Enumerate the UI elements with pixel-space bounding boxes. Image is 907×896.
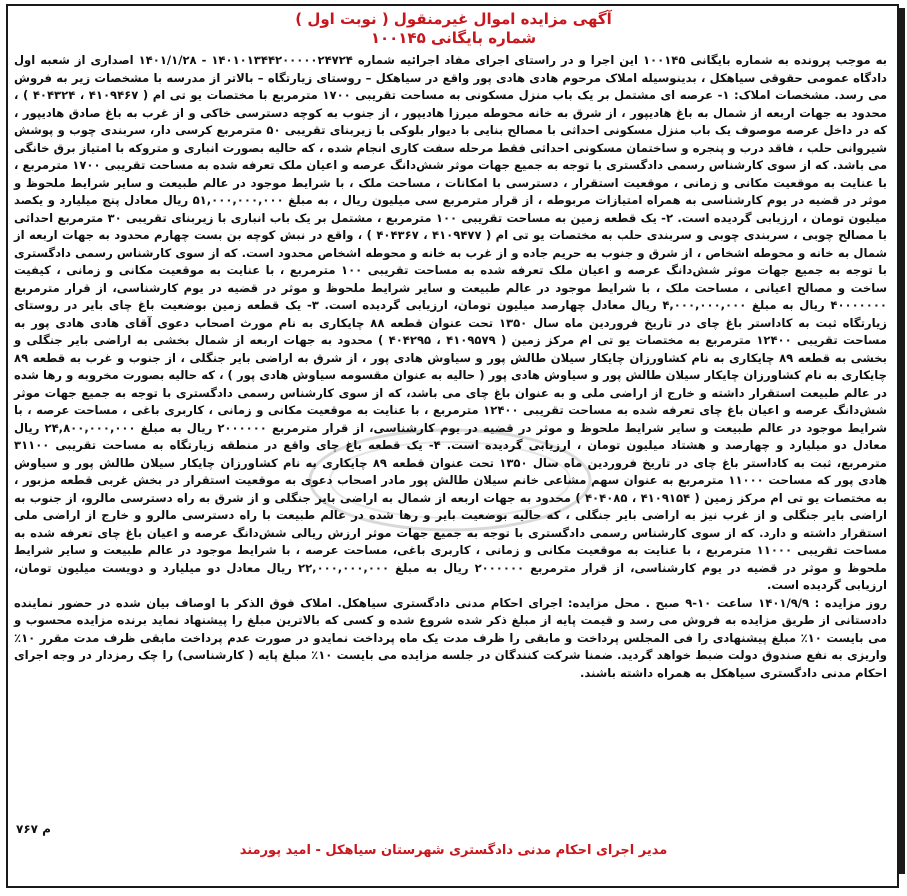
auction-terms: روز مزایده : ۱۴۰۱/۹/۹ ساعت ۱۰-۹ صبح . محل مزایده: اجرای احکام مدنی دادگستری سیاهکل. املاک فوق الذکر با اوصاف بیان شده در حضور نماینده دادستانی از طریق مزایده به فروش می رسد و قیمت پایه از مبلغ ذکر شده شروع شده و کسی که بالاترین مبلغ را پیشنهاد نماید برنده مزایده محسوب و می بایست ۱۰٪ مبلغ پیشنهادی را فی المجلس پرداخت و مابقی را ظرف مدت یک ماه پرداخت نمایدو در صورت عدم پرداخت مابقی ظرف مدت مقرر ۱۰٪ واریزی به نفع صندوق دولت ضبط خواهد گردید. ضمنا شرکت کنندگان در جلسه مزایده می بایست ۱۰٪ مبلغ پایه ( کارشناسی) را چک رمزدار در وجه اجرای احکام مدنی دادگستری سیاهکل به همراه داشته باشند. xyxy=(14,595,887,680)
case-number: شماره بایگانی ۱۰۰۱۴۵ xyxy=(370,29,537,47)
notice-header xyxy=(20,10,887,48)
property-description: به موجب پرونده به شماره بایگانی ۱۰۰۱۴۵ این اجرا و در راستای اجرای مفاد اجرائیه شماره ۱۴۰۱۰۱۳۴۴۲۰۰۰۰۰۲۴۷۲۴ - ۱۴۰۱/۱/۲۸ اصداری از شعبه اول دادگاه عمومی حقوقی سیاهکل ، بدینوسیله املاک مرحوم هادی هادی پور واقع در سیاهکل – روستای زیارتگاه – بالاتر از مدرسه با مشخصات زیر به فروش می رسد. مشخصات املاک: ۱- عرصه ای مشتمل بر یک باب منزل مسکونی به مساحت تقریبی ۱۷۰۰ مترمربع با مختصات یو تی ام ( ۴۱۰۹۴۶۷ ، ۴۰۴۳۲۴ ) ، محدود به جهات اربعه از شمال به باغ هادیپور ، از شرق به خانه محوطه میرزا هادیپور ، از جنوب به کوچه دسترسی خاکی و از غرب به باغ صادق هادیپور ، که در داخل عرصه موصوف یک باب منزل مسکونی احداثی با مصالح بنایی با دیوار بلوکی با زیربنای تقریبی ۵۰ مترمربع کرسی دار، سربندی چوب و پوشش شیروانی حلب ، فاقد درب و پنجره و ساختمان مسکونی احداثی فقط مرحله سفت کاری انجام شده ، که حالیه بصورت انباری و متروکه با امتیاز برق خانگی می باشد. که از سوی کارشناس رسمی دادگستری با توجه به جمیع جهات موثر شش‌دانگ عرصه و اعیان ملک تعرفه شده به مساحت تقریبی ۱۷۰۰ مترمربع ، با عنایت به موقعیت مکانی و زمانی ، موقعیت استقرار ، دسترسی با امکانات ، مساحت ملک ، با شرایط موجود در عالم طبیعت و سایر شرایط ملحوظ و موثر در قضیه در یوم کارشناسی به همراه امتیازات مربوطه ، از قرار مترمربع سی میلیون ریال ، به مبلغ ۵۱,۰۰۰,۰۰۰,۰۰۰ ریال معادل پنج میلیارد و یکصد میلیون تومان ، ارزیابی گردیده است. ۲- یک قطعه زمین به مساحت تقریبی ۱۰۰ مترمربع ، مشتمل بر یک باب انباری با زیربنای تقریبی ۳۰ مترمربع احداثی با مصالح چوبی ، سربندی چوبی و سربندی حلب به مختصات یو تی ام ( ۴۱۰۹۴۷۷ ، ۴۰۴۳۶۷ ) ، واقع در نبش کوچه بن بست چهارم محدود به جهات اربعه از شمال به خانه و محوطه اشخاص ، از شرق و جنوب به حریم جاده و از غرب به خانه و محوطه اشخاص محدود است. که از سوی کارشناس رسمی دادگستری با توجه به جمیع جهات موثر شش‌دانگ عرصه و اعیان ملک تعرفه شده به مساحت تقریبی ۱۰۰ مترمربع ، با عنایت به موقعیت مکانی و زمانی ، کیفیت ساخت و مصالح اعیانی ، مساحت ملک ، با شرایط موجود در عالم طبیعت و سایر شرایط ملحوظ و موثر در قضیه در یوم کارشناسی، از قرار مترمربع ۴۰۰۰۰۰۰۰ ریال به مبلغ ۴,۰۰۰,۰۰۰,۰۰۰ ریال معادل چهارصد میلیون تومان، ارزیابی گردیده است. ۳- یک قطعه زمین بوضعیت باغ چای بایر در روستای زیارتگاه ثبت به کاداستر باغ چای در تاریخ فروردین ماه سال ۱۳۵۰ تحت عنوان قطعه ۸۸ چایکاری به نام مورث اصحاب دعوی آقای هادی هادی پور به مساحت تقریبی ۱۲۴۰۰ مترمربع به مختصات یو تی ام مرکز زمین ( ۴۱۰۹۵۷۹ ، ۴۰۴۲۹۵ ) محدود به جهات اربعه از شمال بخشی به اراضی بایر جنگلی و بخشی به قطعه ۸۹ چایکاری به نام کشاورزان چایکار سیلان طالش پور و سیاوش هادی پور ، از شرق به اراضی بایر جنگلی ، از جنوب و غرب به قطعه ۸۹ چایکاری به نام کشاورزان چایکار سیلان طالش پور و سیاوش هادی پور ( حالیه به عنوان مقسومه سیاوش هادی پور ) ، که حالیه بصورت مخروبه و رها شده در عالم طبیعت استقرار داشته و خارج از اراضی ملی و به عنوان باغ چای می باشد، که از سوی کارشناس رسمی دادگستری با توجه به جمیع جهات موثر شش‌دانگ عرصه و اعیان باغ چای تعرفه شده به مساحت تقریبی ۱۲۴۰۰ مترمربع ، با عنایت به موقعیت مکانی و زمانی ، کاربری باغی ، مساحت عرصه ، با شرایط موجود در عالم طبیعت و سایر شرایط ملحوظ و موثر در قضیه در یوم کارشناسی، از قرار مترمربع ۲۰۰۰۰۰۰ ریال به مبلغ ۲۴,۸۰۰,۰۰۰,۰۰۰ ریال معادل دو میلیارد و چهارصد و هشتاد میلیون تومان ، ارزیابی گردیده است. ۴- یک قطعه باغ چای واقع در منطقه زیارتگاه به مساحت تقریبی ۳۱۱۰۰ مترمربع، ثبت به کاداستر باغ چای در تاریخ فروردین ماه سال ۱۳۵۰ تحت عنوان قطعه ۸۹ چایکاری به نام کشاورزان چایکار سیلان طالش پور و سیاوش هادی پور که مساحت ۱۱۰۰۰ مترمربع به عنوان سهم مشاعی خانم سیلان طالش پور مادر اصحاب دعوی به موقعیت استقرار در بخش غربی قطعه مزبور ، به مختصات یو تی ام مرکز زمین ( ۴۱۰۹۱۵۴ ، ۴۰۴۰۸۵ ) محدود به جهات اربعه از شمال به اراضی بایر جنگلی و از شرق به راه دسترسی مالرو، از جنوب به اراضی بایر جنگلی و از غرب نیز به اراضی بایر جنگلی ، که حالیه بوضعیت بایر و رها شده در عالم طبیعت با راه دسترسی مالرو و خارج از اراضی ملی استقرار داشته و دارد. که از سوی کارشناس رسمی دادگستری با توجه به جمیع جهات موثر ارزش ریالی شش‌دانگ عرصه و اعیان باغ چای تعرفه شده به مساحت تقریبی ۱۱۰۰۰ مترمربع ، با عنایت به موقعیت مکانی و زمانی ، کاربری باغی، مساحت عرصه ، با شرایط موجود در عالم طبیعت و سایر شرایط ملحوظ و موثر در قضیه در یوم کارشناسی، از قرار مترمربع ۲۰۰۰۰۰۰ ریال به مبلغ ۲۲,۰۰۰,۰۰۰,۰۰۰ ریال معادل دو میلیارد و دویست میلیون تومان، ارزیابی گردیده است. xyxy=(14,53,888,592)
frame-side-bar xyxy=(897,8,905,874)
notice-body xyxy=(14,52,887,682)
notice-title: آگهی مزایده اموال غیرمنقول ( نوبت اول ) xyxy=(295,10,612,28)
signature-line: مدیر اجرای احکام مدنی دادگستری شهرستان سیاهکل - امید پورمند xyxy=(239,843,668,858)
notice-code: م ۷۶۷ xyxy=(16,822,51,836)
